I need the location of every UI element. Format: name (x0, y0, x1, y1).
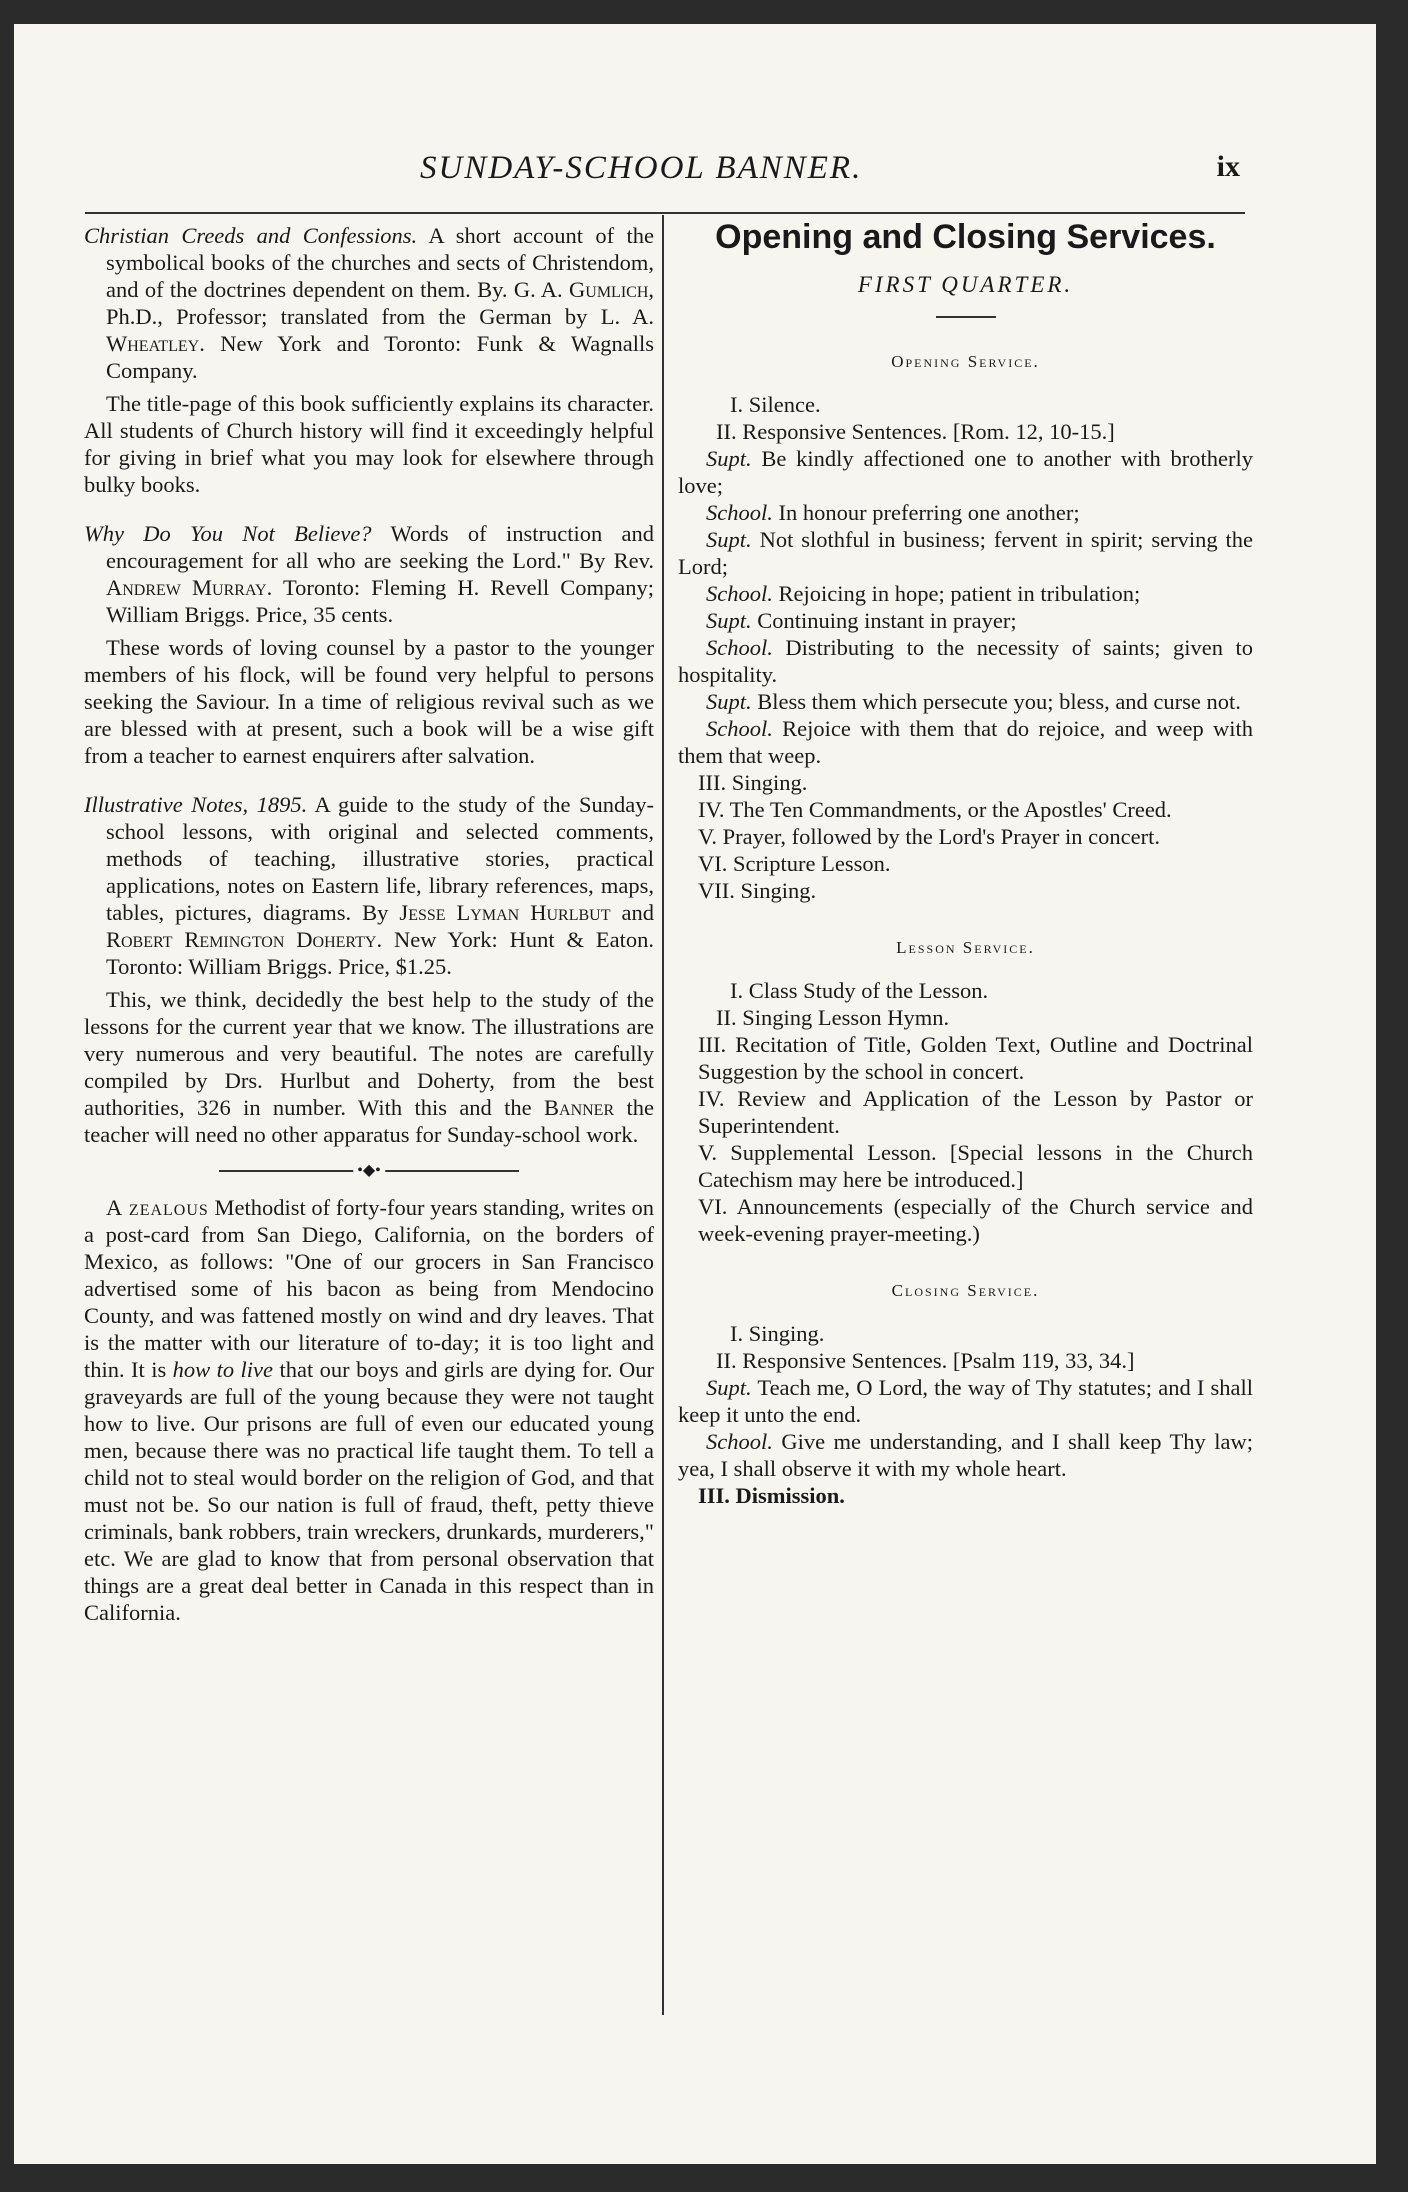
author-name: Jesse Lyman Hurlbut (388, 900, 611, 925)
author-name: Gumlich (569, 277, 649, 302)
publisher-info: . Toronto: Fleming H. Revell Company; William Briggs. Price, 35 cents. (106, 575, 655, 627)
news-text: Methodist of forty-four years standing, writes on a post-card from San Diego, California, on the borders of Mexico, as follows: "One of our grocers in San Francisco advertised some of his bacon as being from Mendocino County, and was fattened mostly on wind and dry leaves. That is the matter with our literature of to-day; it is too light and thin. It is (84, 1195, 654, 1382)
response-text: Be kindly affectioned one to another with brotherly love; (678, 446, 1253, 498)
right-column (678, 218, 1253, 1509)
book-title: Why Do You Not Believe? (84, 521, 372, 546)
book-review: The title-page of this book sufficiently explains its character. All students of Church history will find it exceedingly helpful for giving in brief what you may look for elsewhere through bulky books. (84, 391, 654, 497)
response-line (678, 634, 1253, 688)
service-item: IV. Review and Application of the Lesson by Pastor or Superintendent. (698, 1086, 1253, 1138)
response-line (678, 1374, 1253, 1428)
book-notice-heading (84, 222, 654, 384)
service-item: II. Singing Lesson Hymn. (716, 1005, 950, 1030)
news-lead-article: A (106, 1195, 123, 1220)
speaker: School. (706, 581, 773, 606)
response-text: Rejoice with them that do rejoice, and weep with them that weep. (678, 716, 1253, 768)
response-line (678, 1428, 1253, 1482)
book-title: Illustrative Notes, 1895. (84, 792, 308, 817)
speaker: School. (706, 716, 773, 741)
book-review (84, 986, 654, 1148)
service-item: II. Responsive Sentences. [Rom. 12, 10-15.] (716, 419, 1115, 444)
service-item: VI. Announcements (especially of the Church service and week-evening prayer-meeting.) (698, 1194, 1253, 1246)
author-name: Andrew Murray (106, 575, 267, 600)
book-notice (84, 222, 654, 498)
response-line (678, 715, 1253, 769)
left-column (84, 222, 654, 1626)
service-item: I. Singing. (730, 1321, 825, 1346)
column-divider (662, 215, 664, 2015)
response-text: Not slothful in business; fervent in spirit; serving the Lord; (678, 527, 1253, 579)
translator-name: L. A. Wheatley (106, 304, 654, 356)
service-item: I. Class Study of the Lesson. (730, 978, 989, 1003)
book-description: A guide to the study of the Sunday-school lessons, with original and selected comments, methods of teaching, illustrative stories, practical applications, notes on Eastern life, library references, maps, tables, pictures, diagrams. By (106, 792, 654, 925)
book-notice (84, 520, 654, 769)
section-divider (219, 1162, 519, 1179)
service-item: II. Responsive Sentences. [Psalm 119, 33, 34.] (716, 1348, 1135, 1373)
speaker: Supt. (706, 608, 752, 633)
book-notice-heading (84, 520, 654, 628)
speaker: Supt. (706, 446, 752, 471)
response-text: Rejoicing in hope; patient in tribulation; (772, 581, 1141, 606)
speaker: Supt. (706, 689, 752, 714)
response-line (678, 499, 1253, 526)
response-text: Bless them which persecute you; bless, and curse not. (751, 689, 1241, 714)
service-item: V. Supplemental Lesson. [Special lessons in the Church Catechism may here be introduced.] (698, 1140, 1253, 1192)
review-text: This, we think, decidedly the best help to the study of the lessons for the current year that we know. The illustrations are very numerous and very beautiful. The notes are carefully compiled by Drs. Hurlbut and Doherty, from the best authorities, 326 in number. With this and the (84, 987, 654, 1120)
news-lead-word: zealous (122, 1195, 209, 1220)
service-item: VII. Singing. (698, 878, 817, 903)
speaker: School. (706, 635, 773, 660)
service-item: III. Dismission. (698, 1483, 845, 1508)
review-text-end: the teacher will need no other apparatus for Sunday-school work. (84, 1095, 654, 1147)
service-item: I. Silence. (730, 392, 821, 417)
header-rule (85, 212, 1245, 214)
speaker: Supt. (706, 527, 752, 552)
divider-ornament: •◆• (353, 1162, 385, 1180)
page-number: ix (1216, 150, 1240, 183)
service-item: IV. The Ten Commandments, or the Apostles' Creed. (698, 797, 1172, 822)
response-line (678, 526, 1253, 580)
book-notice-heading (84, 791, 654, 980)
speaker: School. (706, 1429, 773, 1454)
service-item: III. Recitation of Title, Golden Text, Outline and Doctrinal Suggestion by the school in concert. (698, 1032, 1253, 1084)
book-description: A short account of the symbolical books of the churches and sects of Christendom, and of the doctrines dependent on them. By. G. A. (106, 223, 654, 302)
author-credentials: , Ph.D., Professor; translated from the German by (106, 277, 655, 329)
service-item: III. Singing. (698, 770, 808, 795)
response-text: Give me understanding, and I shall keep Thy law; yea, I shall observe it with my whole heart. (678, 1429, 1253, 1481)
section-gap (678, 904, 1253, 930)
news-text-end: that our boys and girls are dying for. Our graveyards are full of the young because they were not taught how to live. Our prisons are full of even our educated young men, because there was no practical life taught them. To tell a child not to steal would border on the religion of God, and that must not be. So our nation is full of fraud, theft, petty thieve criminals, bank robbers, train wreckers, drunkards, murderers," etc. We are glad to know that from personal observation that things are a great deal better in Canada in this respect than in California. (84, 1357, 654, 1625)
news-emphasis: how to live (166, 1357, 274, 1382)
speaker: Supt. (706, 1375, 752, 1400)
closing-service-heading: Closing Service. (891, 1281, 1040, 1300)
publisher-info: . New York and Toronto: Funk & Wagnalls Company. (106, 331, 654, 383)
running-title: SUNDAY-SCHOOL BANNER. (420, 150, 863, 186)
book-review: These words of loving counsel by a pastor to the younger members of his flock, will be found very helpful to persons seeking the Saviour. In a time of religious revival such as we are blessed with at present, such a book will be a wise gift from a teacher to earnest enquirers after salvation. (84, 635, 654, 768)
services-title: Opening and Closing Services. (715, 218, 1216, 256)
service-item: V. Prayer, followed by the Lord's Prayer in concert. (698, 824, 1160, 849)
book-title: Christian Creeds and Confessions. (84, 223, 418, 248)
co-author-name: Robert Remington Doherty (106, 927, 377, 952)
response-line (678, 580, 1253, 607)
lesson-service-heading: Lesson Service. (896, 938, 1035, 957)
speaker: School. (706, 500, 773, 525)
publisher-info: . New York: Hunt & Eaton. Toronto: William Briggs. Price, $1.25. (106, 927, 654, 979)
page-header (420, 150, 1240, 194)
book-description: Words of instruction and encouragement for all who are seeking the Lord." By Rev. (106, 521, 654, 573)
response-line (678, 445, 1253, 499)
quarter-label: FIRST QUARTER. (857, 272, 1074, 297)
response-line (678, 688, 1253, 715)
response-line (678, 607, 1253, 634)
response-text: Teach me, O Lord, the way of Thy statutes; and I shall keep it unto the end. (678, 1375, 1253, 1427)
section-gap (678, 1247, 1253, 1273)
response-text: Continuing instant in prayer; (751, 608, 1017, 633)
response-text: In honour preferring one another; (772, 500, 1080, 525)
news-item (84, 1194, 654, 1626)
opening-service-heading: Opening Service. (891, 352, 1040, 371)
service-item: VI. Scripture Lesson. (698, 851, 891, 876)
book-notice (84, 791, 654, 1148)
banner-name: Banner (531, 1095, 615, 1120)
response-text: Distributing to the necessity of saints; given to hospitality. (678, 635, 1253, 687)
conjunction: and (610, 900, 654, 925)
title-rule (936, 316, 996, 318)
